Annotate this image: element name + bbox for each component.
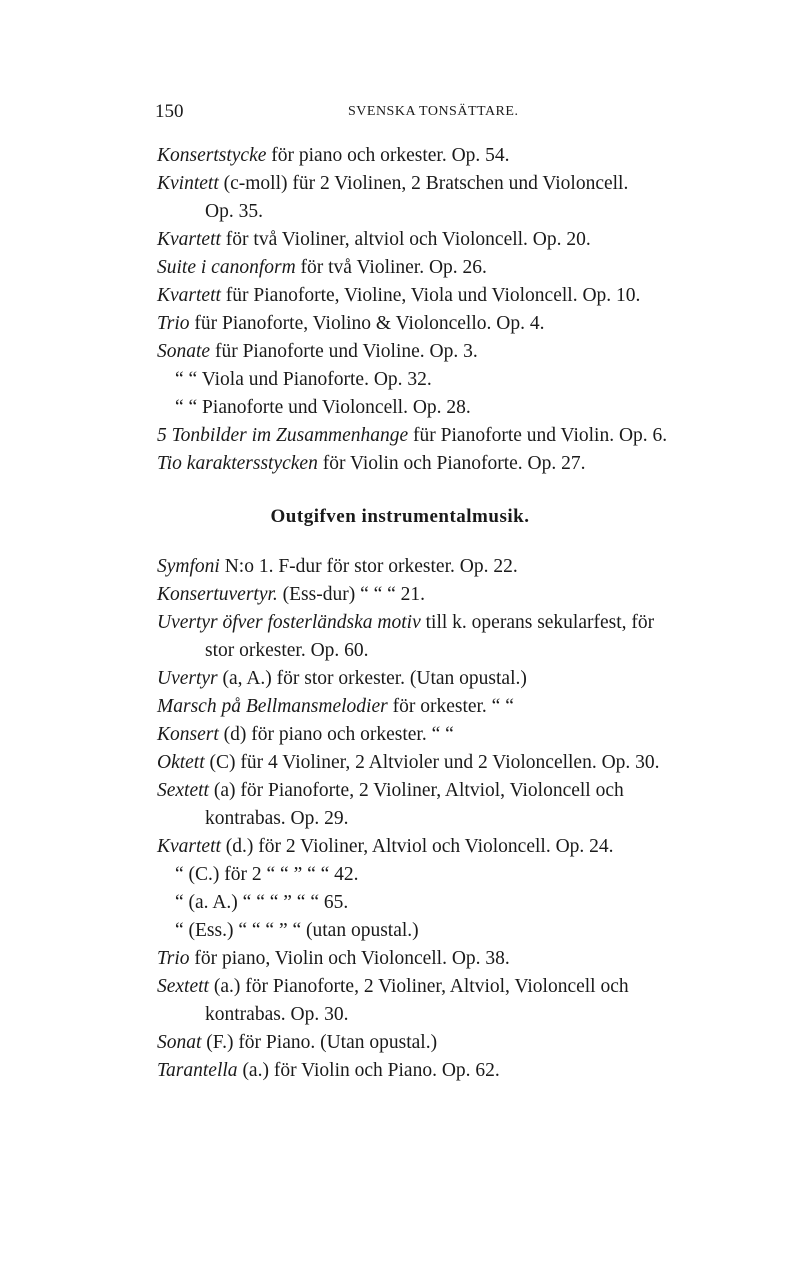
page-number: 150 bbox=[155, 101, 184, 122]
work-entry: Kvartett (d.) för 2 Violiner, Altviol och Violoncell. Op. 24. bbox=[157, 836, 614, 857]
work-entry: Symfoni N:o 1. F-dur för stor orkester. Op. 22. bbox=[157, 556, 518, 577]
work-entry: Trio för piano, Violin och Violoncell. Op. 38. bbox=[157, 948, 510, 969]
work-entry: Kvartett für Pianoforte, Violine, Viola und Violoncell. Op. 10. bbox=[157, 285, 641, 306]
work-entry-continuation: stor orkester. Op. 60. bbox=[205, 640, 369, 661]
work-entry: Uvertyr öfver fosterländska motiv till k. operans sekularfest, för bbox=[157, 612, 655, 633]
work-entry-continuation: kontrabas. Op. 29. bbox=[205, 808, 349, 829]
work-entry: Kvartett för två Violiner, altviol och Violoncell. Op. 20. bbox=[157, 229, 591, 250]
work-entry: Suite i canonform för två Violiner. Op. 26. bbox=[157, 257, 487, 278]
work-entry: Kvintett (c-moll) für 2 Violinen, 2 Bratschen und Violoncell. bbox=[157, 173, 629, 194]
running-head bbox=[0, 101, 800, 123]
work-entry-continuation: Op. 35. bbox=[205, 201, 263, 222]
work-entry: Tio karaktersstycken för Violin och Pianoforte. Op. 27. bbox=[157, 453, 586, 474]
work-entry: Sextett (a) för Pianoforte, 2 Violiner, Altviol, Violoncell och bbox=[157, 780, 624, 801]
work-entry: “ (a. A.) “ “ “ ” “ “ 65. bbox=[175, 892, 349, 913]
work-entry: Trio für Pianoforte, Violino & Violoncello. Op. 4. bbox=[157, 313, 545, 334]
section-heading: Outgifven instrumentalmusik. bbox=[270, 506, 530, 527]
work-entry: Konsertstycke för piano och orkester. Op. 54. bbox=[157, 145, 510, 166]
work-entry: Sonat (F.) för Piano. (Utan opustal.) bbox=[157, 1032, 438, 1053]
work-entry: “ “ Viola und Pianoforte. Op. 32. bbox=[175, 369, 432, 390]
work-entry: Marsch på Bellmansmelodier för orkester. “ “ bbox=[157, 696, 514, 717]
work-entry: “ (Ess.) “ “ “ ” “ (utan opustal.) bbox=[175, 920, 419, 941]
unpublished-works-list bbox=[157, 142, 767, 478]
work-entry-continuation: kontrabas. Op. 30. bbox=[205, 1004, 349, 1025]
work-entry: Uvertyr (a, A.) för stor orkester. (Utan opustal.) bbox=[157, 668, 527, 689]
work-entry: Sonate für Pianoforte und Violine. Op. 3. bbox=[157, 341, 478, 362]
work-entry: Konsertuvertyr. (Ess-dur) “ “ “ 21. bbox=[157, 584, 426, 605]
work-entry: “ “ Pianoforte und Violoncell. Op. 28. bbox=[175, 397, 471, 418]
work-entry: Tarantella (a.) för Violin och Piano. Op. 62. bbox=[157, 1060, 500, 1081]
work-entry: 5 Tonbilder im Zusammenhange für Pianoforte und Violin. Op. 6. bbox=[157, 425, 668, 446]
work-entry: Sextett (a.) för Pianoforte, 2 Violiner, Altviol, Violoncell och bbox=[157, 976, 629, 997]
running-title: SVENSKA TONSÄTTARE. bbox=[348, 104, 519, 119]
work-entry: Oktett (C) für 4 Violiner, 2 Altvioler und 2 Violoncellen. Op. 30. bbox=[157, 752, 660, 773]
published-works-list bbox=[157, 553, 767, 1085]
work-entry: Konsert (d) för piano och orkester. “ “ bbox=[157, 724, 454, 745]
work-entry: “ (C.) för 2 “ “ ” “ “ 42. bbox=[175, 864, 359, 885]
